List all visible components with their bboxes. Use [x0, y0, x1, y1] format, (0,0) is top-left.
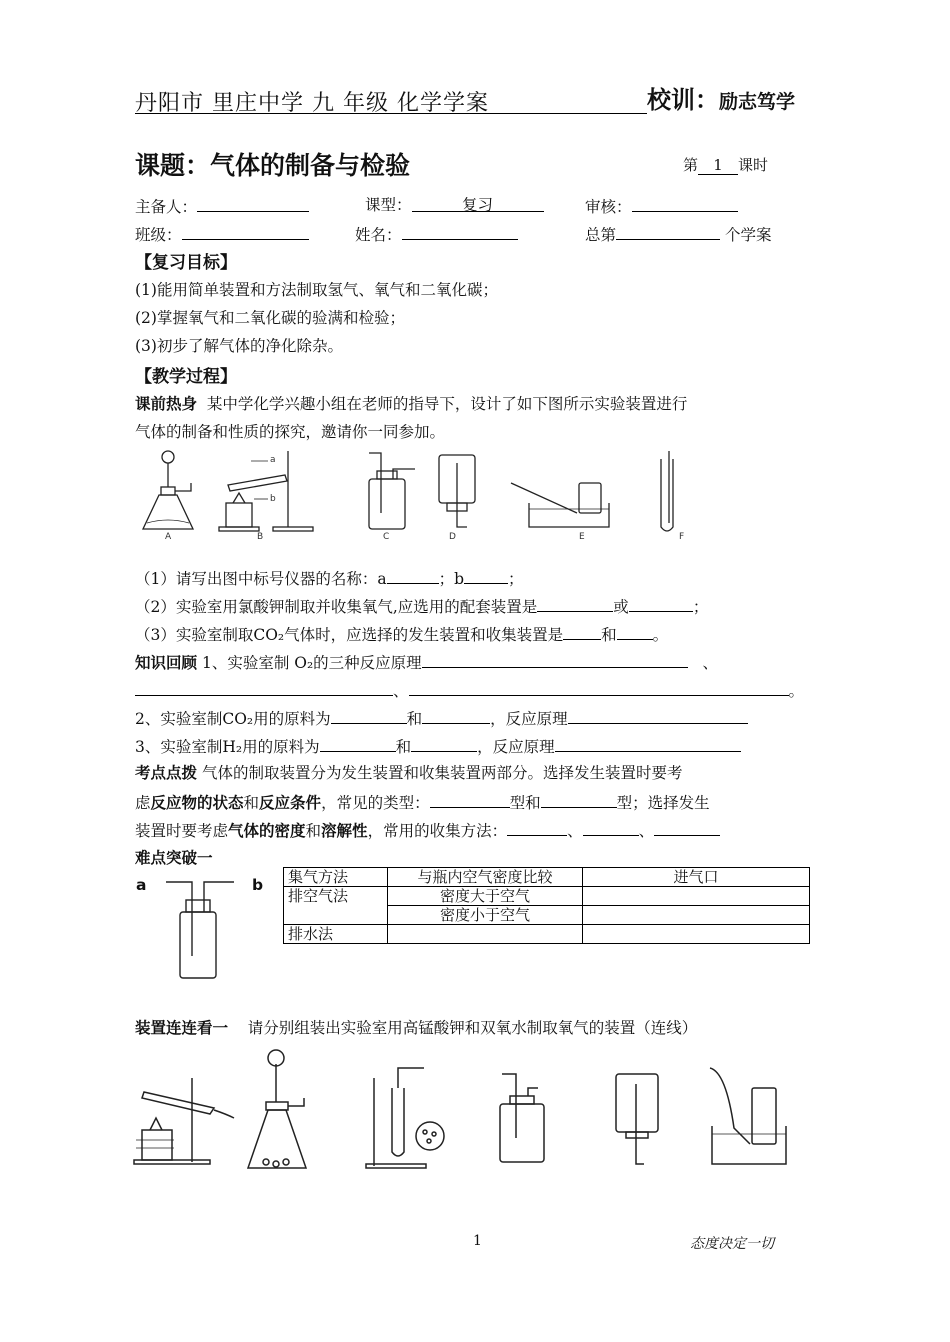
- gas-bottle-figure: [160, 876, 250, 980]
- review-r2-answer-1[interactable]: [331, 705, 407, 724]
- q1-answer-b[interactable]: [464, 565, 508, 584]
- table-row: [284, 925, 810, 944]
- kp-gas-density: 气体的密度: [228, 822, 306, 840]
- keypoints-line-3: [135, 817, 720, 841]
- question-1: [135, 565, 524, 589]
- review-line-1b: [135, 677, 804, 701]
- lesson-suffix: 课时: [738, 156, 769, 174]
- q1-mid: ；b: [438, 570, 465, 588]
- label-f: F: [679, 532, 685, 542]
- keypoints-label: 考点点拨: [135, 764, 198, 782]
- class-label: 班级：: [135, 226, 182, 244]
- table-cell-inlet-input[interactable]: [583, 925, 810, 944]
- connect-label: 装置连连看一: [135, 1019, 229, 1037]
- label-a-lower: a: [270, 455, 276, 465]
- table-header-row: [284, 868, 810, 887]
- preparer-field: [135, 193, 309, 217]
- goal-item: (1)能用简单装置和方法制取氢气、氧气和二氧化碳；: [135, 281, 498, 299]
- review-r2-answer-2[interactable]: [422, 705, 490, 724]
- bottle-label-a: a: [136, 876, 147, 894]
- goal-item: (2)掌握氧气和二氧化碳的验满和检验；: [135, 309, 405, 327]
- q3-answer-2[interactable]: [617, 621, 653, 640]
- kp-reactant-state: 反应物的状态: [150, 794, 244, 812]
- review-line-2: [135, 705, 748, 729]
- bottle-apparatus: [500, 1074, 544, 1162]
- review-r3-answer-1[interactable]: [320, 733, 396, 752]
- review-r2-answer-3[interactable]: [568, 705, 748, 724]
- question-2: [135, 593, 708, 617]
- review-r2-mid2: ，反应原理: [490, 710, 568, 728]
- warmup-label: 课前热身: [135, 395, 198, 413]
- q1-answer-a[interactable]: [387, 565, 439, 584]
- review-line-1: [135, 649, 718, 673]
- label-e: E: [579, 532, 585, 542]
- q2-mid: 或: [613, 598, 629, 616]
- kp-l2-pre: 虑: [135, 794, 151, 812]
- apparatus-c: [369, 453, 415, 529]
- q2-text: （2）实验室用氯酸钾制取并收集氧气,应选用的配套装置是: [135, 598, 538, 616]
- apparatus-e: [511, 483, 609, 527]
- name-input[interactable]: [402, 221, 518, 240]
- lesson-number: [683, 154, 768, 175]
- flask-apparatus: [248, 1050, 306, 1168]
- label-b-upper: B: [257, 532, 264, 542]
- warmup-text: 某中学化学兴趣小组在老师的指导下，设计了如下图所示实验装置进行: [206, 395, 688, 413]
- table-cell-method: 排空气法: [284, 887, 388, 925]
- review-r2-text: 2、实验室制CO₂用的原料为: [135, 710, 331, 728]
- name-label: 姓名：: [355, 226, 402, 244]
- review-r3-mid2: ，反应原理: [477, 738, 555, 756]
- kp-method-1-input[interactable]: [507, 817, 567, 836]
- table-cell-compare: 密度小于空气: [388, 906, 583, 925]
- q3-answer-1[interactable]: [563, 621, 601, 640]
- review-r3-mid: 和: [395, 738, 412, 756]
- table-header: 进气口: [583, 868, 810, 887]
- school-motto: [647, 80, 795, 115]
- review-line-3: [135, 733, 741, 757]
- q3-end: 。: [652, 626, 669, 644]
- total-input[interactable]: [616, 221, 720, 240]
- q2-answer-2[interactable]: [629, 593, 693, 612]
- header-underline: [135, 113, 647, 114]
- label-c: C: [383, 532, 390, 542]
- kp-l3-pre: 装置时要考虑: [135, 822, 229, 840]
- kp-type-2-input[interactable]: [541, 789, 617, 808]
- class-field: [135, 221, 309, 245]
- gas-collection-table: [283, 867, 810, 944]
- test-tube-apparatus: [366, 1068, 444, 1168]
- apparatus-f: [661, 451, 673, 531]
- footer-slogan: 态度决定一切: [690, 1236, 774, 1252]
- warmup-line-2: 气体的制备和性质的探究，邀请你一同参加。: [135, 423, 446, 441]
- review-r1b-sep: 、: [393, 682, 409, 700]
- page-title: 课题：气体的制备与检验: [135, 151, 411, 180]
- label-b-lower: b: [270, 494, 276, 504]
- q3-text: （3）实验室制取CO₂气体时，应选择的发生装置和收集装置是: [135, 626, 564, 644]
- review-r3-answer-3[interactable]: [555, 733, 741, 752]
- kp-l2-type1: 型和: [509, 794, 541, 812]
- kp-solubility: 溶解性: [321, 822, 368, 840]
- q2-answer-1[interactable]: [537, 593, 613, 612]
- difficulty-heading: 难点突破一: [135, 849, 213, 867]
- heating-apparatus: [134, 1078, 234, 1164]
- kp-l3-sep1: 、: [567, 822, 583, 840]
- name-field: [355, 221, 518, 245]
- reviewer-label: 审核：: [585, 198, 632, 216]
- table-header: 与瓶内空气密度比较: [388, 868, 583, 887]
- preparer-label: 主备人：: [135, 198, 198, 216]
- class-input[interactable]: [182, 221, 309, 240]
- connect-line: [135, 1016, 697, 1038]
- type-field: [365, 193, 544, 215]
- table-row: [284, 887, 810, 906]
- apparatus-a: [143, 451, 193, 529]
- kp-l3-and: 和: [305, 822, 322, 840]
- table-cell-compare-input[interactable]: [388, 925, 583, 944]
- process-heading: 【教学过程】: [135, 367, 237, 387]
- school-header: 丹阳市 里庄中学 九 年级 化学学案: [135, 91, 489, 116]
- total-field: [585, 221, 771, 245]
- total-suffix: 个学案: [724, 226, 772, 244]
- review-r1-text: 1、实验室制 O₂的三种反应原理: [201, 654, 422, 672]
- goal-item: (3)初步了解气体的净化除杂。: [135, 337, 343, 355]
- motto-prefix: 校训：: [647, 86, 719, 114]
- connect-text: 请分别组装出实验室用高锰酸钾和双氧水制取氧气的装置（连线）: [247, 1019, 698, 1037]
- label-a-upper: A: [165, 532, 172, 542]
- goals-heading: 【复习目标】: [135, 253, 237, 273]
- type-label: 课型：: [365, 196, 412, 214]
- apparatus-b: [219, 451, 313, 531]
- q3-mid: 和: [601, 626, 617, 644]
- kp-type-1-input[interactable]: [430, 789, 510, 808]
- review-r2-mid: 和: [406, 710, 423, 728]
- kp-reaction-condition: 反应条件: [259, 794, 322, 812]
- keypoints-line-1: [135, 761, 682, 783]
- review-r1-answer-2[interactable]: [135, 677, 393, 696]
- bottle-label-b: b: [252, 876, 264, 894]
- review-label: 知识回顾: [135, 654, 198, 672]
- review-r3-answer-2[interactable]: [411, 733, 477, 752]
- lesson-prefix: 第: [683, 156, 699, 174]
- kp-l2-type2: 型；选择发生: [616, 794, 710, 812]
- q1-end: ；: [508, 570, 524, 588]
- apparatus-d: [439, 455, 475, 527]
- motto-text: 励志笃学: [719, 91, 796, 113]
- kp-l3-sep2: 、: [638, 822, 655, 840]
- total-label: 总第: [585, 226, 617, 244]
- table-header: 集气方法: [284, 868, 388, 887]
- reviewer-input[interactable]: [632, 193, 738, 212]
- inverted-bottle-apparatus: [616, 1074, 658, 1164]
- review-r1b-end: 。: [788, 682, 805, 700]
- table-cell-compare: 密度大于空气: [388, 887, 583, 906]
- kp-l3-post: ，常用的收集方法：: [367, 822, 508, 840]
- reviewer-field: [585, 193, 738, 217]
- keypoints-text-1: 气体的制取装置分为发生装置和收集装置两部分。选择发生装置时要考: [201, 764, 683, 782]
- connect-apparatus-figure: [130, 1048, 820, 1174]
- review-r1-answer-3[interactable]: [409, 677, 789, 696]
- warmup-line-1: [135, 392, 687, 414]
- kp-l2-post: ，常见的类型：: [321, 794, 430, 812]
- water-trough-apparatus: [710, 1068, 786, 1164]
- review-r3-text: 3、实验室制H₂用的原料为: [135, 738, 320, 756]
- review-r1-sep: 、: [702, 654, 718, 672]
- label-d: D: [449, 532, 456, 542]
- kp-l2-and: 和: [243, 794, 260, 812]
- table-cell-method: 排水法: [284, 925, 388, 944]
- kp-method-2-input[interactable]: [583, 817, 639, 836]
- kp-method-3-input[interactable]: [654, 817, 720, 836]
- lesson-number-value[interactable]: 1: [698, 156, 738, 175]
- review-r1-answer-1[interactable]: [422, 649, 688, 668]
- keypoints-line-2: [135, 789, 710, 813]
- apparatus-figure: [133, 443, 693, 543]
- q1-text: （1）请写出图中标号仪器的名称：a: [135, 570, 387, 588]
- table-cell-inlet-input[interactable]: [583, 887, 810, 906]
- question-3: [135, 621, 668, 645]
- page-number: 1: [473, 1233, 482, 1249]
- type-value[interactable]: 复习: [412, 193, 544, 212]
- table-cell-inlet-input[interactable]: [583, 906, 810, 925]
- preparer-input[interactable]: [197, 193, 309, 212]
- q2-end: ；: [692, 598, 709, 616]
